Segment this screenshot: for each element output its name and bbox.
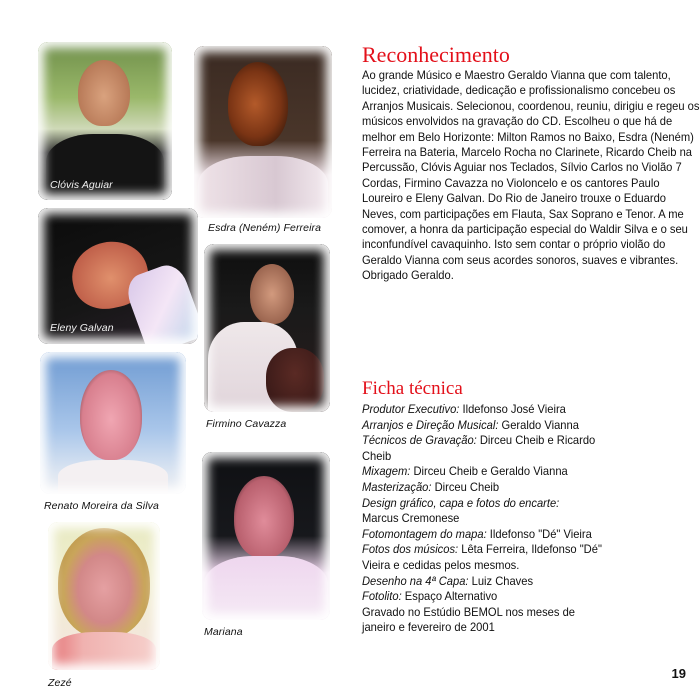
- credit-name: Vieira e cedidas pelos mesmos.: [362, 557, 520, 572]
- credit-role: Masterização:: [362, 479, 432, 494]
- credit-name: Lêta Ferreira, Ildefonso "Dé": [458, 542, 602, 557]
- photo-caption: Eleny Galvan: [50, 322, 114, 334]
- portrait-icon: [66, 235, 154, 315]
- credit-role: Técnicos de Gravação:: [362, 433, 477, 448]
- credit-name: janeiro e fevereiro de 2001: [362, 620, 495, 635]
- page-number: 19: [671, 666, 686, 681]
- credit-name: Ildefonso "Dé" Vieira: [486, 526, 592, 541]
- credit-line: [362, 480, 700, 496]
- photo-caption: Renato Moreira da Silva: [44, 500, 159, 512]
- credit-line: [362, 589, 700, 605]
- photo-caption: Firmino Cavazza: [206, 418, 287, 430]
- photo-firmino-cavazza: [204, 244, 330, 412]
- credit-name: Dirceu Cheib: [431, 479, 500, 494]
- credit-line: [362, 449, 700, 465]
- credit-line: [362, 558, 700, 574]
- portrait-icon: [58, 528, 150, 638]
- photo-clovis-aguiar: [38, 42, 172, 200]
- credit-role: Arranjos e Direção Musical:: [362, 417, 499, 432]
- credit-line: [362, 464, 700, 480]
- credit-line: [362, 574, 700, 590]
- credit-line: [362, 605, 700, 621]
- credit-name: Gravado no Estúdio BEMOL nos meses de: [362, 604, 575, 619]
- credit-role: Fotomontagem do mapa:: [362, 526, 487, 541]
- portrait-icon: [234, 476, 294, 558]
- credit-role: Fotolito:: [362, 589, 402, 604]
- credit-name: Cheib: [362, 448, 392, 463]
- photo-mariana: [202, 452, 330, 620]
- photo-caption: Mariana: [204, 626, 243, 638]
- credit-line: [362, 402, 700, 418]
- photo-zeze: [48, 522, 160, 670]
- credit-name: Marcus Cremonese: [362, 511, 460, 526]
- credit-role: Produtor Executivo:: [362, 402, 460, 416]
- photo-esdra-ferreira: [194, 46, 332, 218]
- credits-title: Ficha técnica: [362, 378, 463, 399]
- portrait-icon: [250, 264, 294, 324]
- credit-line: [362, 527, 700, 543]
- credit-role: Mixagem:: [362, 464, 411, 479]
- credit-line: [362, 542, 700, 558]
- credit-line: [362, 496, 700, 512]
- credit-name: Dirceu Cheib e Ricardo: [476, 433, 596, 448]
- photo-caption: Esdra (Neném) Ferreira: [208, 222, 322, 234]
- credit-role: Fotos dos músicos:: [362, 542, 459, 557]
- credit-role: Desenho na 4ª Capa:: [362, 573, 469, 588]
- credit-line: [362, 511, 700, 527]
- cello-icon: [266, 348, 324, 412]
- portrait-icon: [80, 370, 142, 460]
- acknowledgement-title: Reconhecimento: [362, 42, 510, 67]
- photo-caption: Zezé: [48, 677, 72, 689]
- photo-renato-moreira-da-silva: [40, 352, 186, 494]
- credit-role: Design gráfico, capa e fotos do encarte:: [362, 495, 560, 510]
- credit-name: Geraldo Vianna: [498, 417, 579, 432]
- portrait-icon: [228, 62, 288, 146]
- credit-line: [362, 433, 700, 449]
- acknowledgement-text: Ao grande Músico e Maestro Geraldo Vianna que com talento, lucidez, criatividade, dedicação e profissionalismo concebeu os Arranjos Musicais. Selecionou, coordenou, reuniu, dirigiu e regeu os músicos envolvidos na gravação do CD. Escolheu o que há de melhor em Belo Horizonte: Milton Ramos no Baixo, Esdra (Neném) Ferreira na Bateria, Marcelo Rocha no Clarinete, Ricardo Cheib na Percussão, Clóvis Aguiar nos Teclados, Sílvio Carlos no Violão 7 Cordas, Firmino Cavazza no Violoncelo e os cantores Paulo Loureiro e Eleny Galvan. Do Rio de Janeiro trouxe o Eduardo Neves, com participações em Flauta, Sax Soprano e Tenor. A me comover, a honra da participação especial do Waldir Silva e o seu inconfundível cavaquinho. Isto sem contar o próprio violão do Geraldo Vianna com seus acordes sonoros, suaves e vibrantes. Obrigado Geraldo.: [362, 68, 700, 283]
- credit-name: Ildefonso José Vieira: [459, 402, 566, 416]
- credit-name: Luiz Chaves: [468, 573, 534, 588]
- credit-line: [362, 620, 700, 636]
- portrait-icon: [78, 60, 130, 126]
- photo-caption: Clóvis Aguiar: [50, 179, 113, 191]
- credit-name: Espaço Alternativo: [401, 589, 498, 604]
- credit-line: [362, 418, 700, 434]
- credit-name: Dirceu Cheib e Geraldo Vianna: [410, 464, 568, 479]
- credits-list: [362, 402, 700, 636]
